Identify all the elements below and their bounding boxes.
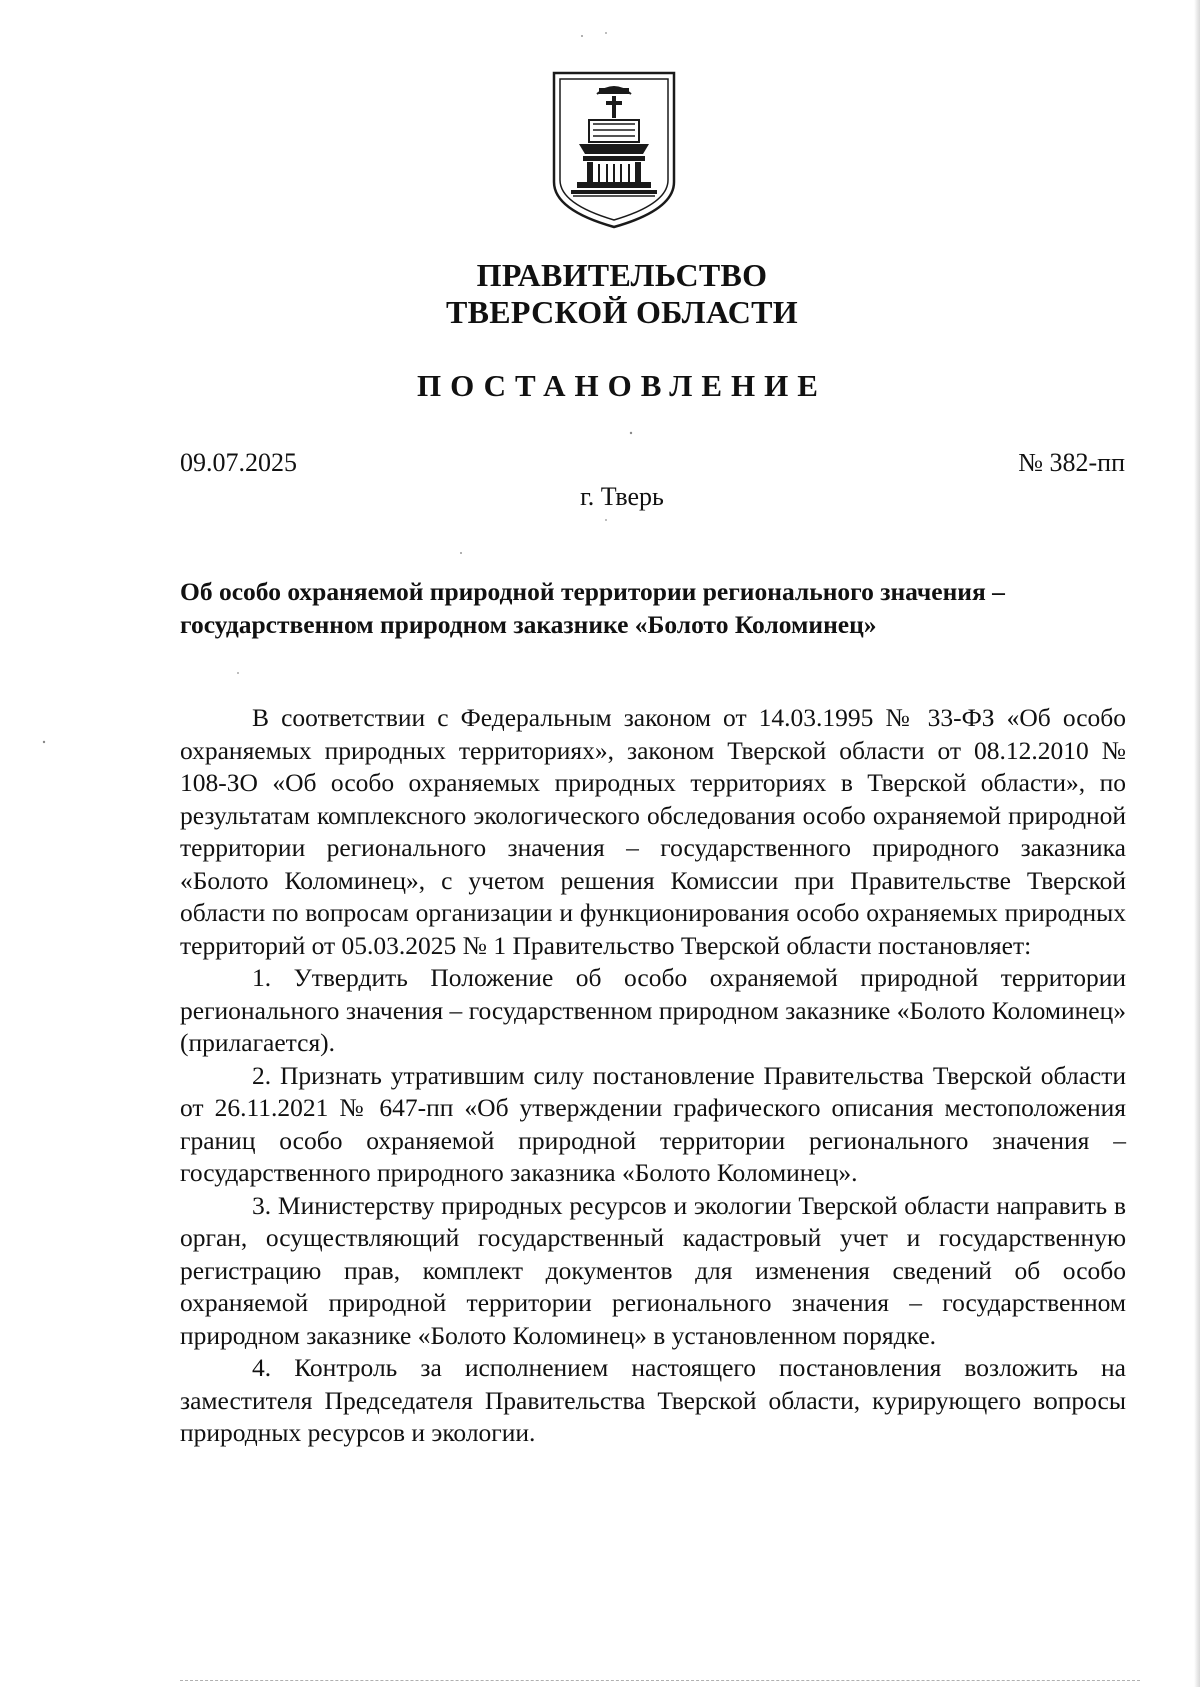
clause-3: 3. Министерству природных ресурсов и экологии Тверской области направить в орган, осуществляющий государственный кадастровый учет и государственную регистрацию прав, комплект документов для изменения сведений об особо охраняемой природной территории регионального значения – государственном природном заказнике «Болото Коломинец» в установленном порядке. xyxy=(180,1190,1126,1350)
document-number: № 382-пп xyxy=(1018,448,1125,477)
document-city: г. Тверь xyxy=(580,482,664,511)
document-type: ПОСТАНОВЛЕНИЕ xyxy=(417,368,827,403)
document-title-line1: Об особо охраняемой природной территории регионального значения – xyxy=(180,577,1005,606)
clause-2: 2. Признать утратившим силу постановление Правительства Тверской области от 26.11.2021 № 647-пп «Об утверждении графического описания местоположения границ особо охраняемой природной территории регионального значения – государственного природного заказника «Болото Коломинец». xyxy=(180,1060,1126,1187)
document-title xyxy=(180,575,1126,641)
page-edge-shadow xyxy=(1194,0,1200,1687)
coat-of-arms-icon xyxy=(551,70,677,230)
clause-4: 4. Контроль за исполнением настоящего постановления возложить на заместителя Председателя Правительства Тверской области, курирующего вопросы природных ресурсов и экологии. xyxy=(180,1353,1126,1447)
clause-1: 1. Утвердить Положение об особо охраняемой природной территории регионального значения – государственном природном заказнике «Болото Коломинец» (прилагается). xyxy=(180,963,1126,1057)
document-body xyxy=(180,702,1126,1450)
government-name-line1: ПРАВИТЕЛЬСТВО xyxy=(476,257,768,293)
government-name-line2: ТВЕРСКОЙ ОБЛАСТИ xyxy=(445,294,799,330)
bottom-scan-line xyxy=(180,1680,1140,1681)
document-date: 09.07.2025 xyxy=(180,448,297,477)
document-title-line2: государственном природном заказнике «Болото Коломинец» xyxy=(180,610,877,639)
preamble-paragraph: В соответствии с Федеральным законом от 14.03.1995 № 33-ФЗ «Об особо охраняемых природных территориях», законом Тверской области от 08.12.2010 № 108-ЗО «Об особо охраняемых природных территориях в Тверской области», по результатам комплексного экологического обследования особо охраняемой природной территории регионального значения – государственного природного заказника «Болото Коломинец», с учетом решения Комиссии при Правительстве Тверской области по вопросам организации и функционирования особо охраняемых природных территорий от 05.03.2025 № 1 Правительство Тверской области постановляет: xyxy=(180,703,1126,960)
